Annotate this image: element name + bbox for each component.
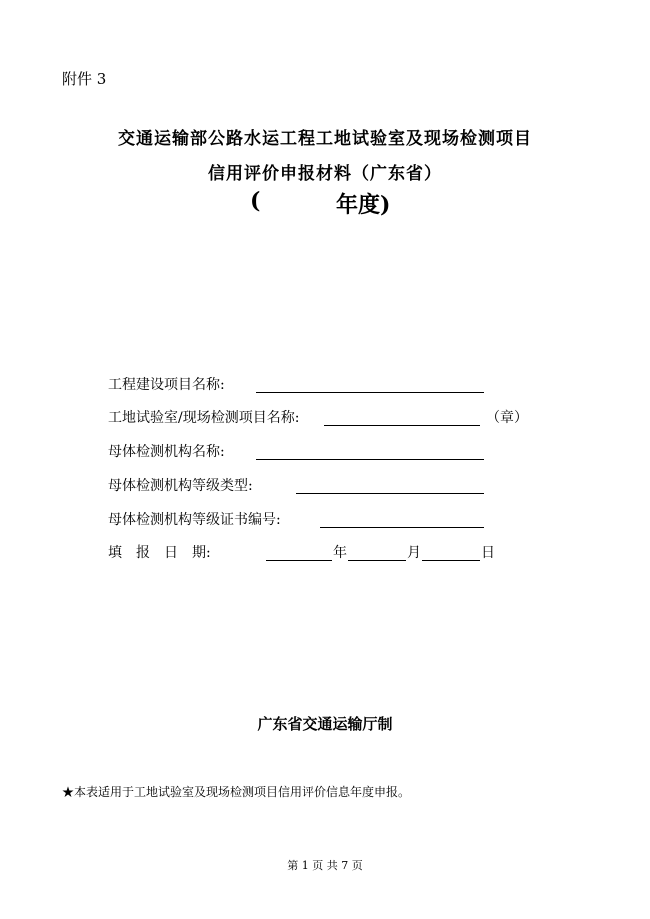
fill-date-label: 填 报 日 期: <box>108 545 211 561</box>
date-day-field[interactable] <box>422 560 480 561</box>
form-row-fill-date <box>108 542 508 562</box>
form-row-parent-cert-no <box>108 509 488 529</box>
project-name-field[interactable] <box>256 392 484 393</box>
lab-name-label: 工地试验室/现场检测项目名称: <box>108 410 300 426</box>
attachment-label: 附件 3 <box>62 70 107 88</box>
lab-name-field[interactable] <box>324 425 480 426</box>
form-row-lab-name <box>108 407 538 427</box>
parent-grade-type-label: 母体检测机构等级类型: <box>108 478 253 494</box>
parent-grade-type-field[interactable] <box>296 493 484 494</box>
date-year-label: 年 <box>333 545 347 561</box>
form-row-project-name <box>108 374 488 394</box>
parent-cert-no-label: 母体检测机构等级证书编号: <box>108 512 281 528</box>
document-title-line1: 交通运输部公路水运工程工地试验室及现场检测项目 <box>118 129 532 149</box>
seal-label: （章） <box>486 410 528 426</box>
parent-org-label: 母体检测机构名称: <box>108 444 225 460</box>
parent-org-field[interactable] <box>256 459 484 460</box>
issuer-label: 广东省交通运输厅制 <box>257 715 393 733</box>
form-row-parent-org <box>108 441 488 461</box>
parent-cert-no-field[interactable] <box>320 527 484 528</box>
date-month-label: 月 <box>407 545 421 561</box>
project-name-label: 工程建设项目名称: <box>108 377 225 393</box>
date-month-field[interactable] <box>348 560 406 561</box>
form-row-parent-grade-type <box>108 475 488 495</box>
year-label: 年度) <box>336 192 391 218</box>
year-heading <box>0 188 650 218</box>
page-number: 第 1 页 共 7 页 <box>287 859 363 872</box>
year-open-paren: ( <box>250 188 261 214</box>
date-year-field[interactable] <box>266 560 332 561</box>
footnote: ★本表适用于工地试验室及现场检测项目信用评价信息年度申报。 <box>62 785 411 799</box>
document-title-line2: 信用评价申报材料（广东省） <box>208 164 442 184</box>
date-day-label: 日 <box>481 545 495 561</box>
